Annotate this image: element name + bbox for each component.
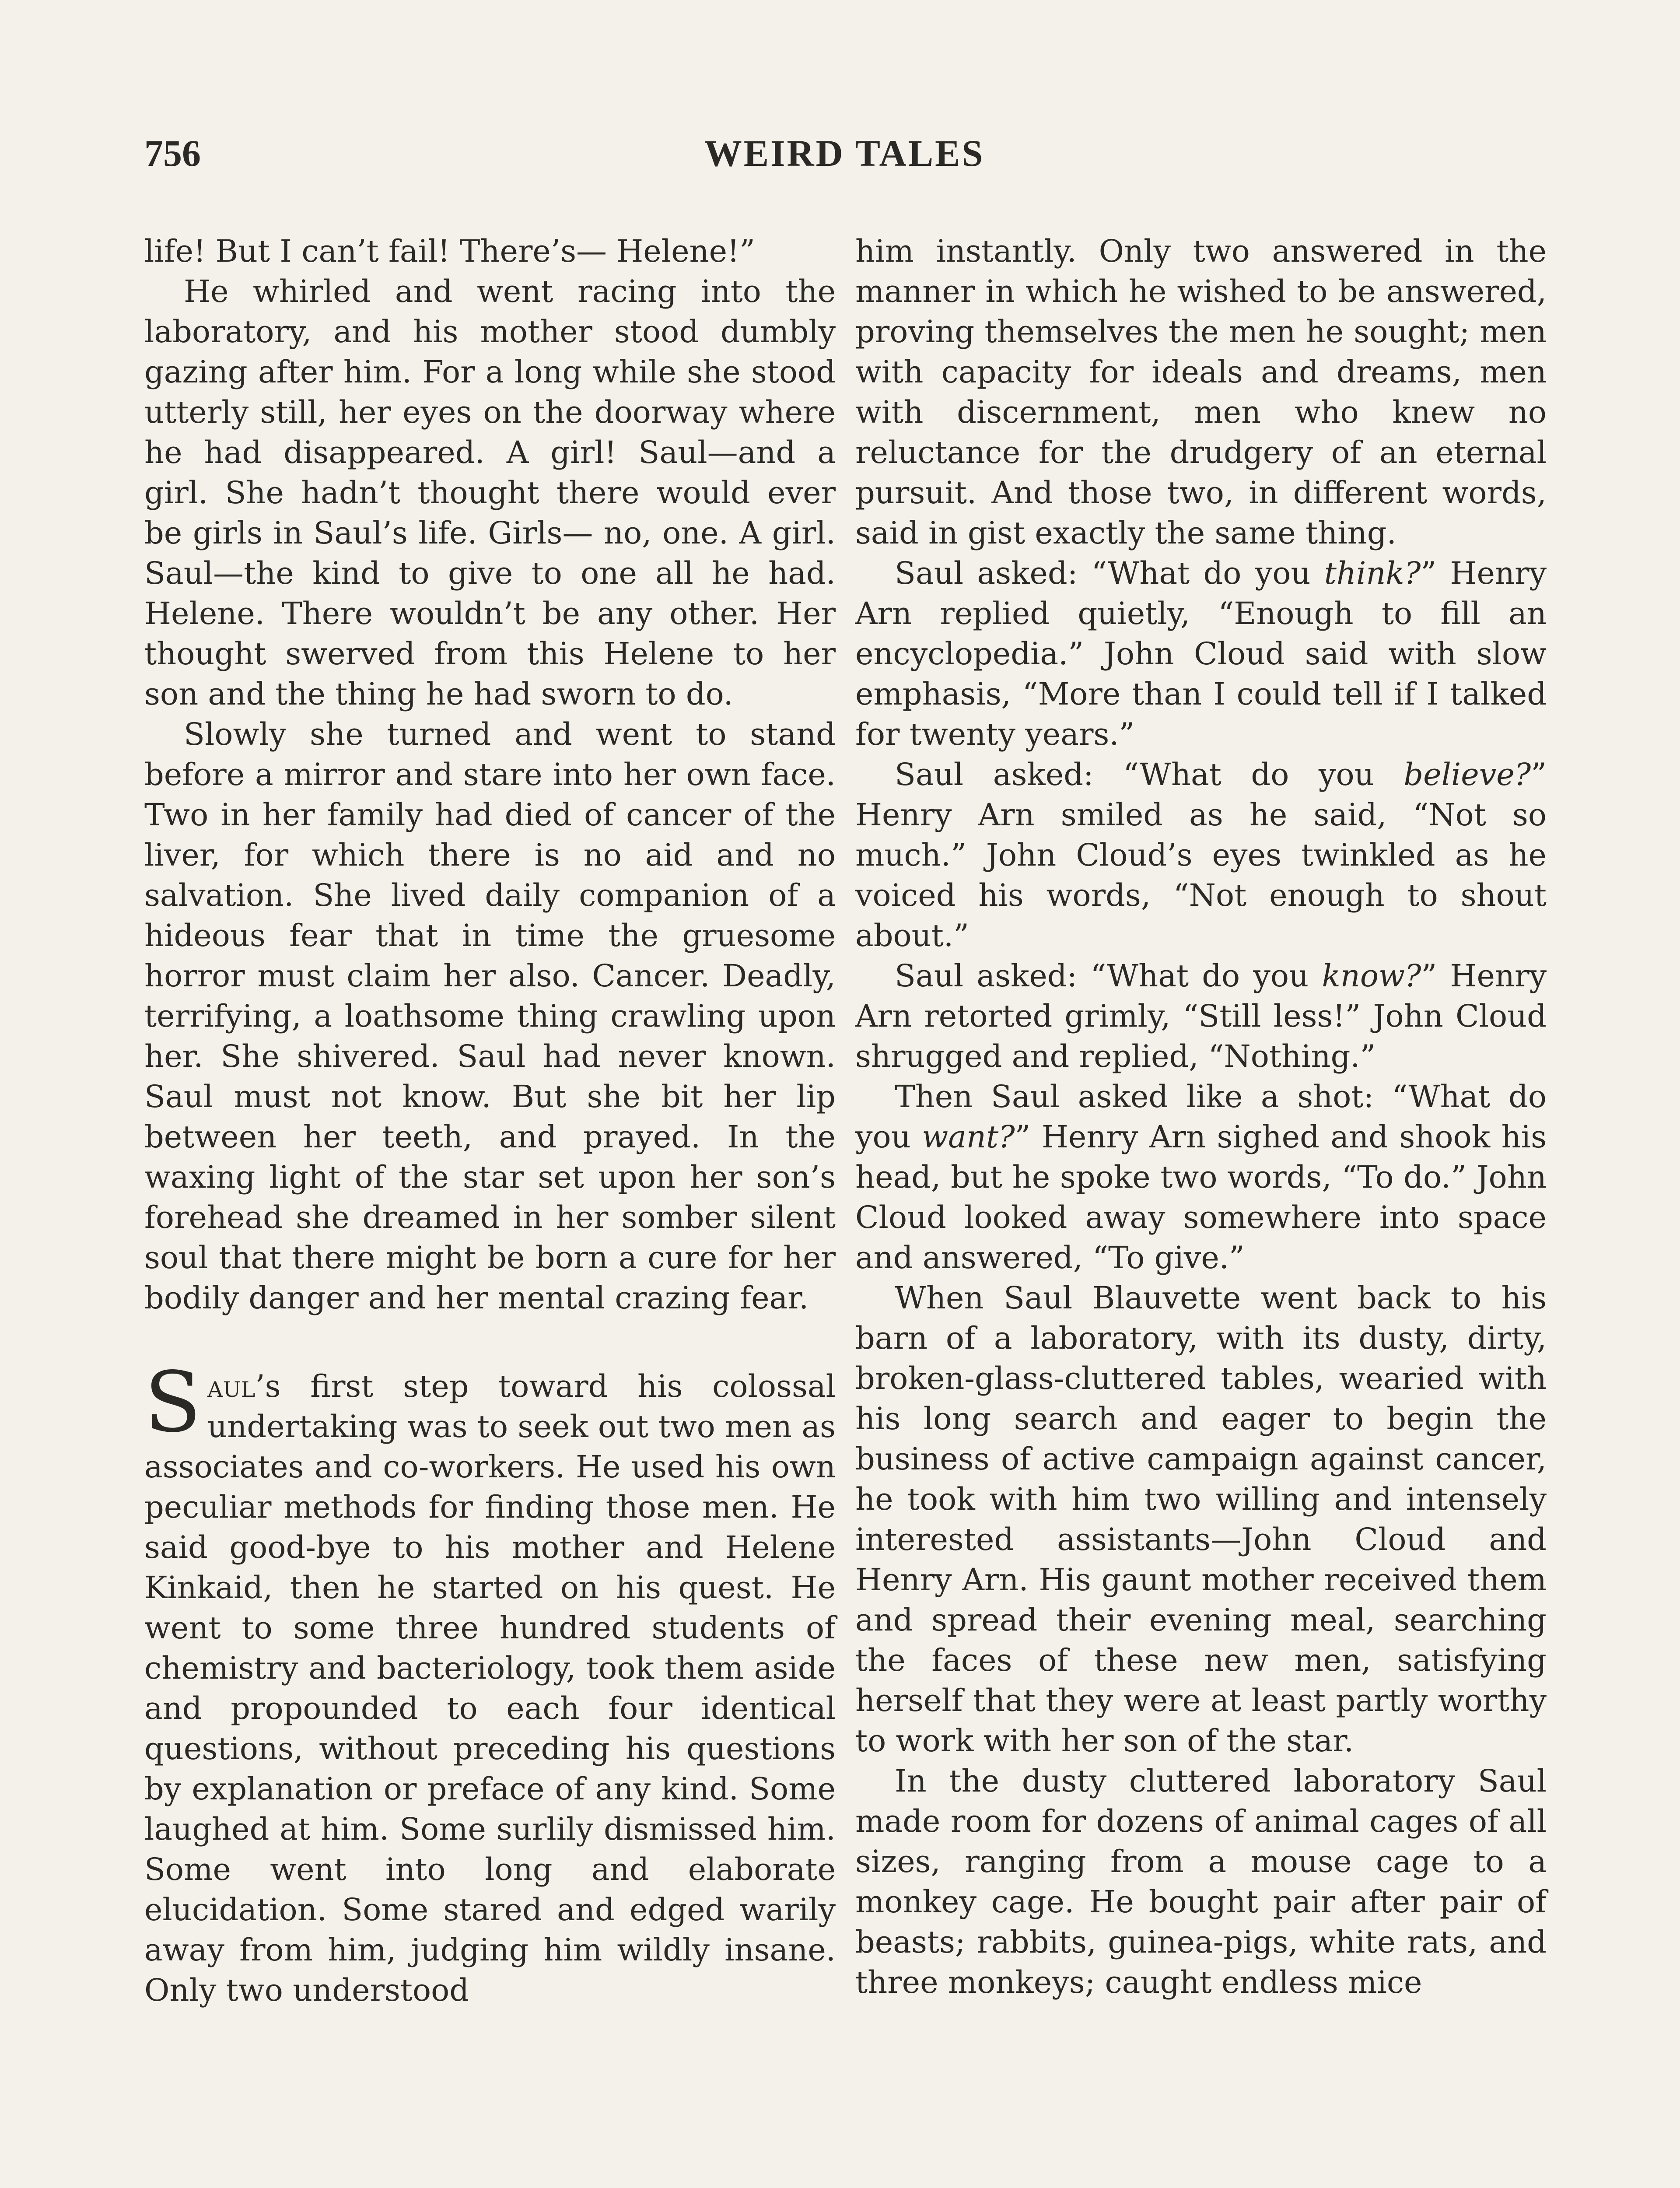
emphasis: want? — [922, 1119, 1015, 1155]
text: ” Henry Arn smiled as he said, “Not so much.” John Cloud’s eyes twinkled as he voiced his words, “Not enough to shout about.” — [855, 757, 1547, 954]
paragraph — [855, 754, 1547, 956]
paragraph: When Saul Blauvette went back to his barn of a laboratory, with its dusty, dirty, broken-glass-cluttered tables, wearied with his long search and eager to begin the business of active campaign against cancer, he took with him two willing and intensely interested assistants—John Cloud and Henry Arn. His gaunt mother received them and spread their evening meal, searching the faces of these new men, satisfying herself that they were at least partly worthy to work with her son of the star. — [855, 1280, 1547, 1759]
emphasis: know? — [1322, 958, 1421, 994]
page-number: 756 — [144, 132, 201, 174]
paragraph — [855, 956, 1547, 1076]
section-start-paragraph — [144, 1354, 836, 2010]
text: Then Saul asked like a shot: “What do you — [855, 1079, 1547, 1155]
page-header — [144, 131, 1544, 184]
text: ” Henry Arn sighed and shook his head, but he spoke two words, “To do.” John Cloud looked away somewhere into space and answered, “To give.” — [855, 1119, 1547, 1276]
paragraph: life! But I can’t fail! There’s— Helene!” — [144, 233, 755, 269]
paragraph-text: ’s first step toward his colossal undertaking was to seek out two men as associates and co-workers. He used his own peculiar methods for finding those men. He said good-bye to his mother and Helene Kinkaid, then he started on his quest. He went to some three hundred students of chemistry and bacteriology, took them aside and propounded to each four identical questions, without preceding his questions by explanation or preface of any kind. Some laughed at him. Some surlily dismissed him. Some went into long and elaborate elucidation. Some stared and edged warily away from him, judging him wildly insane. Only two understood — [144, 1368, 836, 2008]
paragraph: In the dusty cluttered laboratory Saul made room for dozens of animal cages of all sizes, ranging from a mouse cage to a monkey cage. He bought pair after pair of beasts; rabbits, guinea-pigs, white rats, and three monkeys; caught endless mice — [855, 1763, 1547, 2000]
text: ” Henry Arn replied quietly, “Enough to fill an encyclopedia.” John Cloud said with slow emphasis, “More than I could tell if I talked for twenty years.” — [855, 555, 1547, 752]
paragraph: Slowly she turned and went to stand before a mirror and stare into her own face. Two in her family had died of cancer of the liver, for which there is no aid and no salvation. She lived daily companion of a hideous fear that in time the gruesome horror must claim her also. Cancer. Deadly, terrifying, a loathsome thing crawling upon her. She shivered. Saul had never known. Saul must not know. But she bit her lip between her teeth, and prayed. In the waxing light of the star set upon her son’s forehead she dreamed in her somber silent soul that there might be born a cure for her bodily danger and her mental crazing fear. — [144, 716, 836, 1316]
drop-cap: S — [144, 1354, 202, 1451]
right-column — [855, 231, 1547, 2002]
left-column — [144, 231, 836, 2010]
paragraph: him instantly. Only two answered in the manner in which he wished to be answered, proving themselves the men he sought; men with capacity for ideals and dreams, men with discernment, men who knew no reluctance for the drudgery of an eternal pursuit. And those two, in different words, said in gist exactly the same thing. — [855, 233, 1547, 551]
running-title: WEIRD TALES — [704, 132, 985, 174]
text: Saul asked: “What do you — [895, 757, 1404, 792]
text: Saul asked: “What do you — [895, 958, 1322, 994]
emphasis: think? — [1324, 555, 1421, 591]
text: ” Henry Arn retorted grimly, “Still less!” John Cloud shrugged and replied, “Nothing.” — [855, 958, 1547, 1074]
paragraph — [855, 1076, 1547, 1278]
emphasis: believe? — [1404, 757, 1531, 792]
small-caps-word: aul — [207, 1368, 256, 1404]
paragraph: He whirled and went racing into the laboratory, and his mother stood dumbly gazing after him. For a long while she stood utterly still, her eyes on the doorway where he had disappeared. A girl! Saul—and a girl. She hadn’t thought there would ever be girls in Saul’s life. Girls— no, one. A girl. Saul—the kind to give to one all he had. Helene. There wouldn’t be any other. Her thought swerved from this Helene to her son and the thing he had sworn to do. — [144, 274, 836, 712]
text: Saul asked: “What do you — [895, 555, 1324, 591]
paragraph — [855, 553, 1547, 754]
